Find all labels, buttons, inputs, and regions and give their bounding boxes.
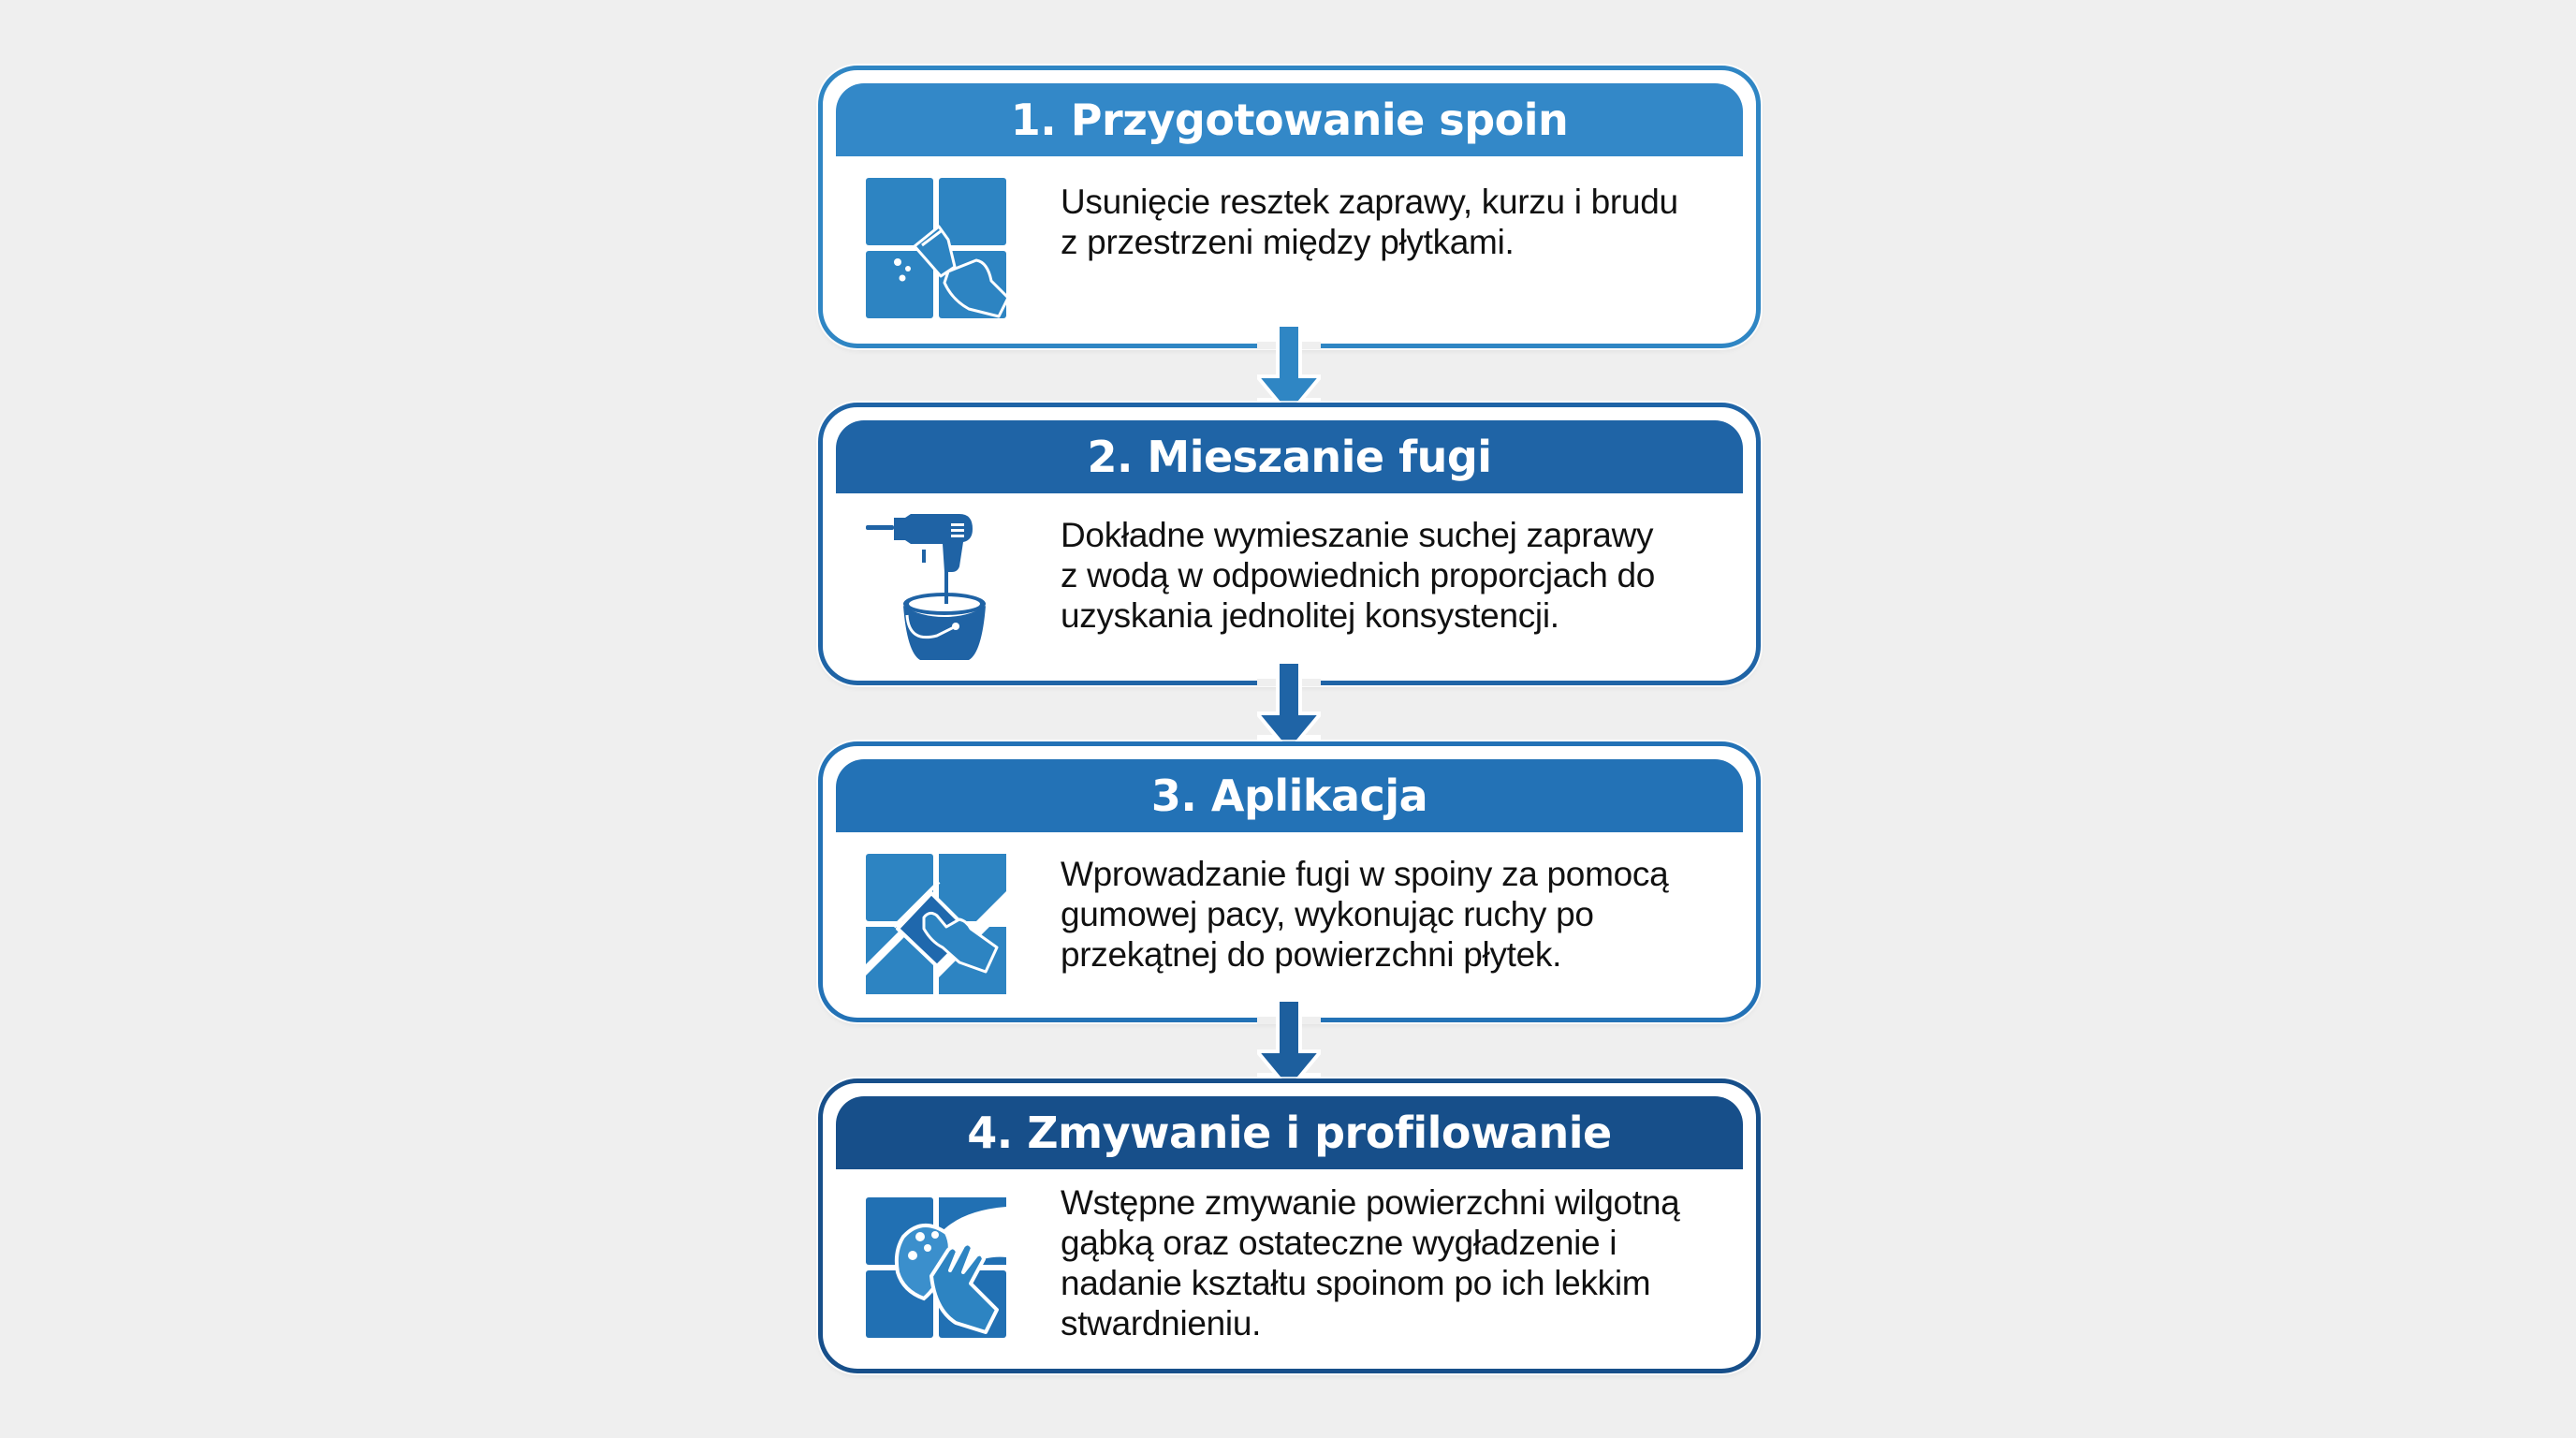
arrow-down-icon [1257, 662, 1321, 752]
tile-scraper-hand-icon [866, 178, 1006, 318]
step-description-1 [1061, 153, 1719, 291]
step-description-2 [1061, 493, 1719, 657]
step-card-4 [818, 1078, 1761, 1373]
step-description-4 [1061, 1169, 1719, 1357]
step-2-line-3: uzyskania jednolitej konsystencji. [1061, 596, 1559, 635]
step-4-line-2: gąbką oraz ostateczne wygładzenie i [1061, 1224, 1617, 1262]
step-card-1 [818, 66, 1761, 348]
step-1-line-2: z przestrzeni między płytkami. [1061, 223, 1515, 261]
step-4-line-4: stwardnieniu. [1061, 1304, 1262, 1343]
step-header-4 [836, 1096, 1743, 1169]
step-4-line-3: nadanie kształtu spoinom po ich lekkim [1061, 1264, 1651, 1302]
step-2-line-2: z wodą w odpowiednich proporcjach do [1061, 556, 1656, 594]
rubber-float-hand-icon [866, 854, 1006, 994]
step-4-line-1: Wstępne zmywanie powierzchni wilgotną [1061, 1183, 1680, 1222]
step-description-3 [1061, 832, 1719, 996]
step-card-3 [818, 741, 1761, 1022]
step-header-3 [836, 759, 1743, 832]
step-title-3: 3. Aplikacja [1150, 770, 1428, 821]
step-2-line-1: Dokładne wymieszanie suchej zaprawy [1061, 516, 1654, 554]
step-3-line-3: przekątnej do powierzchni płytek. [1061, 935, 1562, 974]
sponge-hand-icon [866, 1197, 1006, 1338]
step-title-2: 2. Mieszanie fugi [1087, 432, 1492, 482]
step-card-2 [818, 403, 1761, 685]
step-title-1: 1. Przygotowanie spoin [1010, 95, 1569, 145]
arrow-down-icon [1257, 325, 1321, 415]
step-3-line-2: gumowej pacy, wykonując ruchy po [1061, 895, 1594, 933]
step-title-4: 4. Zmywanie i profilowanie [967, 1108, 1612, 1158]
arrow-down-icon [1257, 1000, 1321, 1090]
step-3-line-1: Wprowadzanie fugi w spoiny za pomocą [1061, 855, 1669, 893]
step-header-1 [836, 83, 1743, 156]
step-1-line-1: Usunięcie resztek zaprawy, kurzu i brudu [1061, 183, 1678, 221]
drill-mixer-bucket-icon [866, 512, 1006, 662]
step-header-2 [836, 420, 1743, 493]
